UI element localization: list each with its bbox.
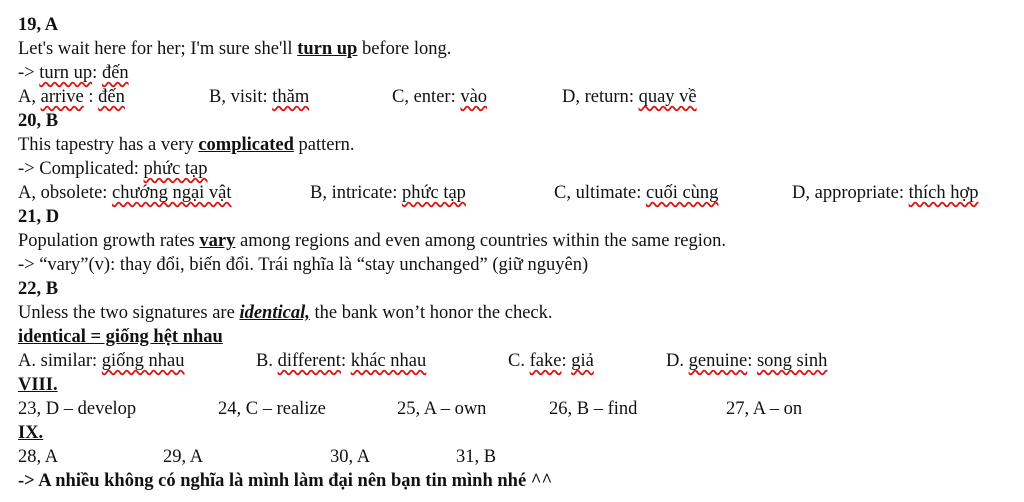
q19-keyword: turn up <box>297 39 358 59</box>
q22-keyword: identical, <box>239 303 310 323</box>
footer-note: -> A nhiều không có nghĩa là mình làm đại nên bạn tin mình nhé ^^ <box>18 471 553 491</box>
q22-note: identical = giống hệt nhau <box>18 327 223 347</box>
q21-sentence: Population growth rates vary among regions and even among countries within the same region. <box>18 231 726 251</box>
q20-option-c: C, ultimate: cuối cùng <box>554 183 719 203</box>
answer-23: 23, D – develop <box>18 399 137 419</box>
q19-option-a: A, arrive : đến <box>18 87 125 107</box>
answer-31: 31, B <box>456 447 497 467</box>
q19-sentence: Let's wait here for her; I'm sure she'll turn up before long. <box>18 39 452 59</box>
q20-options <box>0 182 1024 204</box>
q22-option-b: B. different: khác nhau <box>256 351 427 371</box>
q22-options <box>0 350 1024 372</box>
q22-sentence: Unless the two signatures are identical, the bank won’t honor the check. <box>18 303 553 323</box>
q19-option-c: C, enter: vào <box>392 87 488 107</box>
answer-29: 29, A <box>163 447 204 467</box>
answer-30: 30, A <box>330 447 371 467</box>
q22-option-c: C. fake: giả <box>508 351 594 371</box>
q19-header: 19, A <box>18 15 59 35</box>
q20-keyword: complicated <box>198 135 294 155</box>
q20-sentence: This tapestry has a very complicated pattern. <box>18 135 355 155</box>
q22-option-a: A. similar: giống nhau <box>18 351 185 371</box>
answer-28: 28, A <box>18 447 59 467</box>
section-9-answers <box>0 446 1024 468</box>
q22-option-d: D. genuine: song sinh <box>666 351 828 371</box>
section-8-header: VIII. <box>18 375 58 395</box>
answer-26: 26, B – find <box>549 399 638 419</box>
q19-options <box>0 86 1024 108</box>
q20-note: -> Complicated: phức tạp <box>18 159 208 179</box>
q22-header: 22, B <box>18 279 59 299</box>
answer-25: 25, A – own <box>397 399 487 419</box>
section-8-answers <box>0 398 1024 420</box>
q20-option-b: B, intricate: phức tạp <box>310 183 466 203</box>
answer-27: 27, A – on <box>726 399 803 419</box>
q20-option-a: A, obsolete: chướng ngại vật <box>18 183 232 203</box>
q19-note: -> turn up: đến <box>18 63 129 83</box>
q20-option-d: D, appropriate: thích hợp <box>792 183 979 203</box>
q19-option-b: B, visit: thăm <box>209 87 310 107</box>
q19-option-d: D, return: quay về <box>562 87 697 107</box>
q21-header: 21, D <box>18 207 60 227</box>
answer-24: 24, C – realize <box>218 399 326 419</box>
q20-header: 20, B <box>18 111 59 131</box>
q21-keyword: vary <box>199 231 236 251</box>
q21-note: -> “vary”(v): thay đổi, biến đổi. Trái nghĩa là “stay unchanged” (giữ nguyên) <box>18 255 589 275</box>
section-9-header: IX. <box>18 423 44 443</box>
